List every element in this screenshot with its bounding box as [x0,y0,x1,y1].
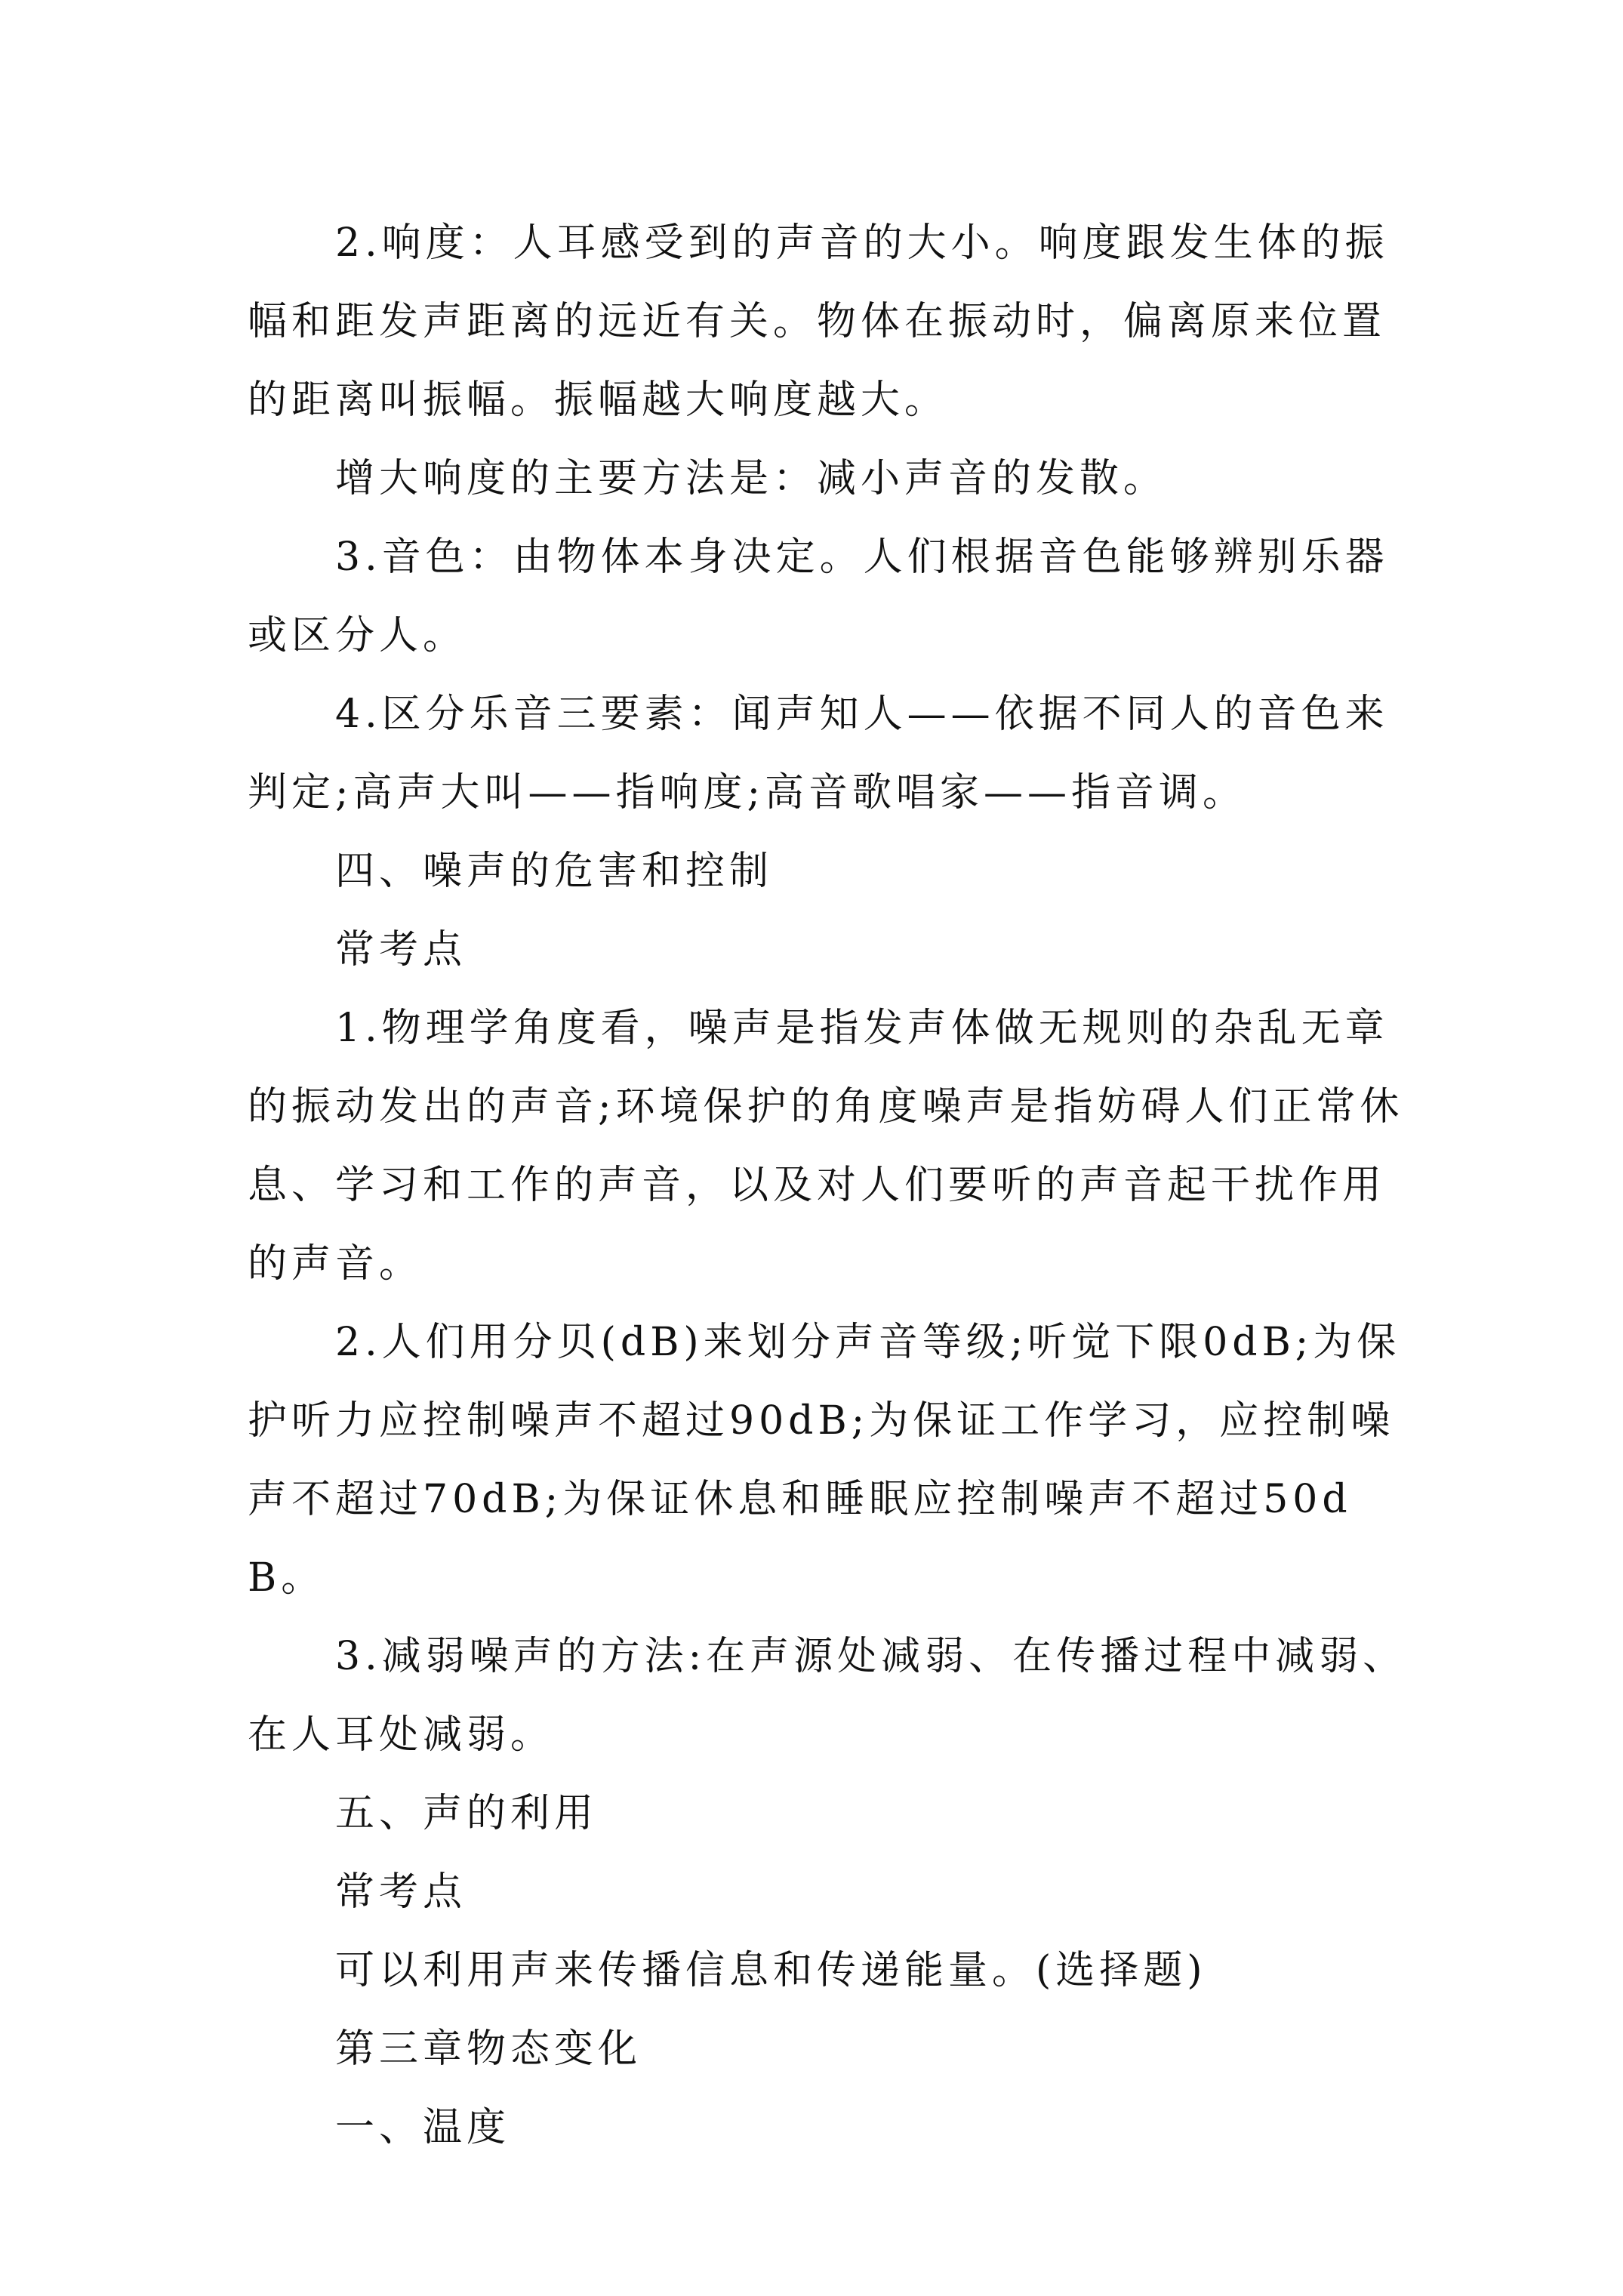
paragraph-decibel-levels: 2.人们用分贝(dB)来划分声音等级;听觉下限0dB;为保护听力应控制噪声不超过90dB;为保证工作学习，应控制噪声不超过70dB;为保证休息和睡眠应控制噪声不超过50dB。 [248,1320,1401,1601]
section-heading-noise: 四、噪声的危害和控制 [335,849,774,894]
paragraph-increase-loudness: 增大响度的主要方法是：减小声音的发散。 [335,456,1168,501]
subheading-key-points-2: 常考点 [335,1869,467,1915]
subheading-key-points: 常考点 [335,927,467,972]
paragraph-noise-reduction: 3.减弱噪声的方法:在声源处减弱、在传播过程中减弱、在人耳处减弱。 [248,1634,1407,1758]
chapter-heading: 第三章物态变化 [335,2026,642,2072]
section-heading-sound-use: 五、声的利用 [335,1791,599,1836]
paragraph-sound-use: 可以利用声来传播信息和传递能量。(选择题) [335,1948,1207,1993]
section-heading-temperature: 一、温度 [335,2105,511,2150]
paragraph-timbre: 3.音色：由物体本身决定。人们根据音色能够辨别乐器或区分人。 [248,535,1389,658]
paragraph-loudness: 2.响度：人耳感受到的声音的大小。响度跟发生体的振幅和距发声距离的远近有关。物体在振动时，偏离原来位置的距离叫振幅。振幅越大响度越大。 [248,220,1389,423]
paragraph-three-elements: 4.区分乐音三要素：闻声知人——依据不同人的音色来判定;高声大叫——指响度;高音歌唱家——指音调。 [248,692,1389,815]
document-body [248,204,1410,2167]
paragraph-noise-definition: 1.物理学角度看，噪声是指发声体做无规则的杂乱无章的振动发出的声音;环境保护的角度噪声是指妨碍人们正常休息、学习和工作的声音，以及对人们要听的声音起干扰作用的声音。 [248,1006,1404,1287]
